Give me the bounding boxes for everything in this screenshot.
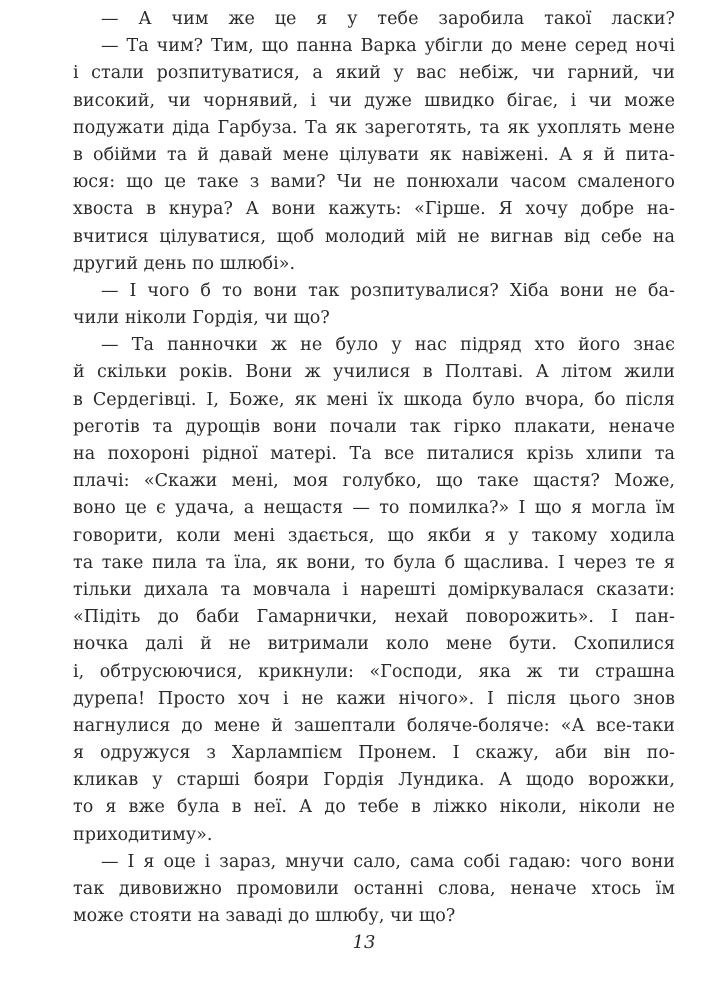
text-line: «Підіть до баби Гамарнички, нехай поворожить». І пан- <box>73 607 675 628</box>
text-line: подужати діда Гарбуза. Та як зареготять, та як ухоплять мене <box>73 117 675 138</box>
text-line: то я вже була в неї. А до тебе в ліжко ніколи, ніколи не <box>73 797 675 818</box>
text-line: хвоста в кнура? А вони кажуть: «Гірше. Я хочу добре на- <box>73 199 675 220</box>
text-line: кликав у старші бояри Гордія Лундика. А щодо ворожки, <box>73 770 675 791</box>
text-line: та таке пила та їла, як вони, то була б щаслива. І через те я <box>73 552 675 573</box>
text-line: приходитиму». <box>73 824 213 845</box>
text-line: говорити, коли мені здається, що якби я у такому ходила <box>73 525 675 546</box>
text-line: в Сердегівці. І, Боже, як мені їх шкода було вчора, бо після <box>73 389 675 410</box>
text-line: воно це є удача, а нещастя — то помилка?» І що я могла їм <box>73 498 675 519</box>
text-line: тільки дихала та мовчала і нарешті доміркувалася сказати: <box>73 579 675 600</box>
text-line: реготів та дурощів вони почали так гірко плакати, неначе <box>73 416 675 437</box>
text-line: — Та чим? Тим, що панна Варка убігли до мене серед ночі <box>101 36 675 57</box>
text-line: вчитися цілуватися, щоб молодий мій не вигнав від себе на <box>73 226 675 247</box>
page-number: 13 <box>352 932 376 953</box>
text-line: плачі: «Скажи мені, моя голубко, що таке щастя? Може, <box>73 471 675 492</box>
text-line: нагнулися до мене й зашептали боляче-боляче: «А все-таки <box>73 715 675 736</box>
text-line: високий, чи чорнявий, і чи дуже швидко бігає, і чи може <box>73 90 675 111</box>
text-line: я одружуся з Харлампієм Пронем. І скажу, аби він по- <box>73 743 675 764</box>
text-line: і стали розпитуватися, а який у вас небіж, чи гарний, чи <box>73 63 675 84</box>
text-line: може стояти на заваді до шлюбу, чи що? <box>73 906 456 927</box>
text-line: в обійми та й давай мене цілувати як навіжені. А я й пита- <box>73 144 675 165</box>
text-line: юся: що це таке з вами? Чи не понюхали часом смаленого <box>73 172 675 193</box>
text-line: — І чого б то вони так розпитувалися? Хіба вони не ба- <box>101 280 675 301</box>
text-line: другий день по шлюбі». <box>73 253 296 274</box>
text-line: дурепа! Просто хоч і не кажи нічого». І після цього знов <box>73 688 675 709</box>
text-line: ночка далі й не витримали коло мене бути. Схопилися <box>73 634 675 655</box>
text-line: і, обтрусюючися, крикнули: «Господи, яка ж ти страшна <box>73 661 675 682</box>
text-line: так дивовижно промовили останні слова, неначе хтось їм <box>73 879 675 899</box>
text-line: й скільки років. Вони ж училися в Полтаві. А літом жили <box>73 362 675 383</box>
text-line: — Та панночки ж не було у нас підряд хто його знає <box>101 335 675 356</box>
text-line: чили ніколи Гордія, чи що? <box>73 308 330 329</box>
text-line: — І я оце і зараз, мнучи сало, сама собі гадаю: чого вони <box>101 851 675 872</box>
text-line: — А чим же це я у тебе заробила такої ласки? <box>101 9 675 29</box>
text-line: на похороні рідної матері. Та все питалися крізь хлипи та <box>73 444 675 464</box>
page-body <box>73 6 675 930</box>
